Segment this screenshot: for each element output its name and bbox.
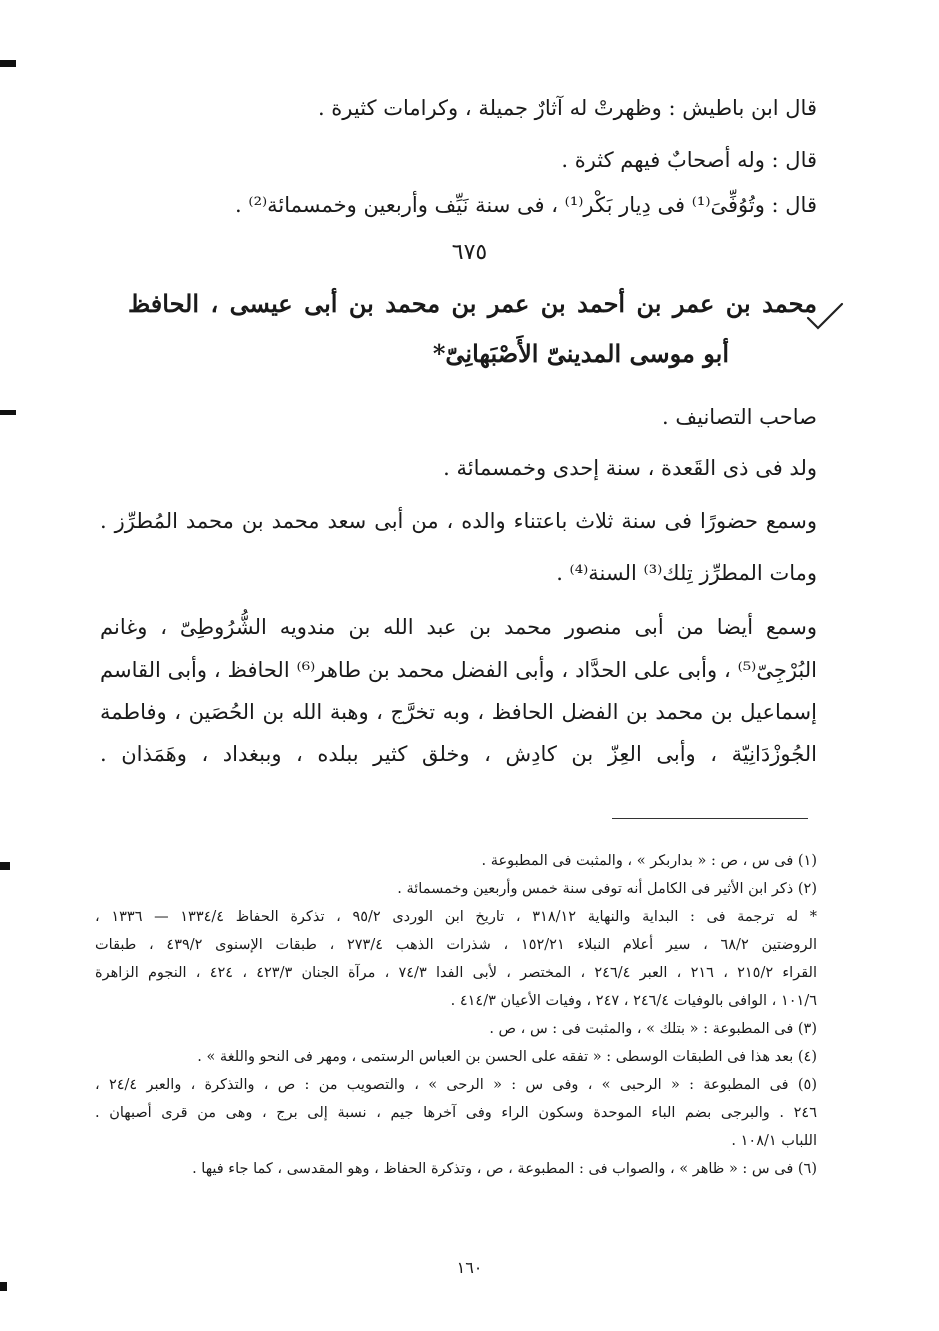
- footnote: ٢٤٦ . والبرجى بضم الباء الموحدة وسكون الراء وفى آخرها جيم ، نسبة إلى برج ، وهى من قرى أصبهان .: [95, 1105, 817, 1121]
- scan-edge-mark: [0, 1282, 7, 1291]
- body-line: قال ابن باطيش : وظهرتْ له آثارٌ جميلة ، وكرامات كثيرة .: [317, 96, 817, 120]
- footnote: * له ترجمة فى : البداية والنهاية ٣١٨/١٢ ، تاريخ ابن الوردى ٩٥/٢ ، تذكرة الحفاظ ١٣٣٤/٤ — ١٣٣٦ ،: [95, 909, 818, 925]
- footnote: (٦) فى س : « ظاهر » ، والصواب فى : المطبوعة ، ص ، وتذكرة الحفاظ ، وهو المقدسى ، كما جاء فيها .: [192, 1161, 817, 1177]
- scan-edge-mark: [0, 862, 10, 870]
- footnote: ١٠١/٦ ، الوافى بالوفيات ٢٤٦/٤ ، ٢٤٧ ، وفيات الأعيان ٤١٤/٣ .: [450, 993, 817, 1009]
- entry-line: ومات المطرِّز تِلك⁽³⁾ السنة⁽⁴⁾ .: [556, 561, 817, 585]
- entry-line: صاحب التصانيف .: [662, 405, 817, 429]
- footnote: (٢) ذكر ابن الأثير فى الكامل أنه توفى سنة خمس وأربعين وخمسمائة .: [397, 881, 817, 897]
- scan-edge-mark: [0, 410, 16, 415]
- entry-line: البُرْجِىّ⁽⁵⁾ ، وأبى على الحدَّاد ، وأبى الفضل محمد بن طاهر⁽⁶⁾ الحافظ ، وأبى القاسم: [100, 658, 817, 682]
- body-line: قال : وله أصحابٌ فيهم كثرة .: [561, 148, 817, 172]
- footnote: (١) فى س ، ص : « بداربكر » ، والمثبت فى المطبوعة .: [481, 853, 817, 869]
- footnote: القراء ٢١٥/٢ ، ٢١٦ ، العبر ٢٤٦/٤ ، المختصر ، لأبى الفدا ٧٤/٣ ، مرآة الجنان ٤٢٣/٣ ، ٤٢٤ ، النجوم الزاهرة: [95, 965, 817, 981]
- body-line: قال : وتُوُفِّىَ⁽¹⁾ فى دِيار بَكْر⁽¹⁾ ، فى سنة نَيِّف وأربعين وخمسمائة⁽²⁾ .: [235, 193, 817, 217]
- entry-heading-line-2: أبو موسى المدينىّ الأَصْبَهانِىّ*: [432, 339, 729, 368]
- entry-number: ٦٧٥: [451, 240, 488, 265]
- footnote: (٣) فى المطبوعة : « بتلك » ، والمثبت فى : س ، ص .: [489, 1021, 817, 1037]
- footnote-separator: [612, 818, 808, 819]
- footnote: اللباب ١٠٨/١ .: [731, 1133, 817, 1149]
- entry-line: الجُوزْدَانِيّة ، وأبى العِزّ بن كادِش ، وخلق كثير ببلده ، وببغداد ، وهَمَذان .: [100, 742, 817, 766]
- footnote: (٤) بعد هذا فى الطبقات الوسطى : « تفقه على الحسن بن العباس الرستمى ، ومهر فى النحو واللغة » .: [197, 1049, 817, 1065]
- entry-heading-line-1: محمد بن عمر بن أحمد بن عمر بن محمد بن أبى عيسى ، الحافظ: [128, 289, 817, 318]
- scan-edge-mark: [0, 60, 16, 67]
- entry-line: إسماعيل بن محمد بن الفضل الحافظ ، وبه تخرَّج ، وهبة الله بن الحُصَين ، وفاطمة: [100, 700, 817, 724]
- footnote: (٥) فى المطبوعة : « الرحبى » ، وفى س : « الرحى » ، والتصويب من : ص ، والتذكرة ، والعبر ٢٤/٤ ،: [95, 1077, 817, 1093]
- entry-line: ولد فى ذى القَعدة ، سنة إحدى وخمسمائة .: [443, 456, 817, 480]
- entry-line: وسمع حضورًا فى سنة ثلاث باعتناء والده ، من أبى سعد محمد بن محمد المُطرِّز .: [100, 509, 817, 533]
- entry-line: وسمع أيضا من أبى منصور محمد بن عبد الله بن مندويه الشُّرُوطِىّ ، وغانم: [100, 615, 817, 639]
- footnote: الروضتين ٦٨/٢ ، سير أعلام النبلاء ١٥٢/٢١ ، شذرات الذهب ٢٧٣/٤ ، طبقات الإسنوى ٤٣٩/٢ ، طبقات: [95, 937, 817, 953]
- page-number: ١٦٠: [456, 1258, 483, 1277]
